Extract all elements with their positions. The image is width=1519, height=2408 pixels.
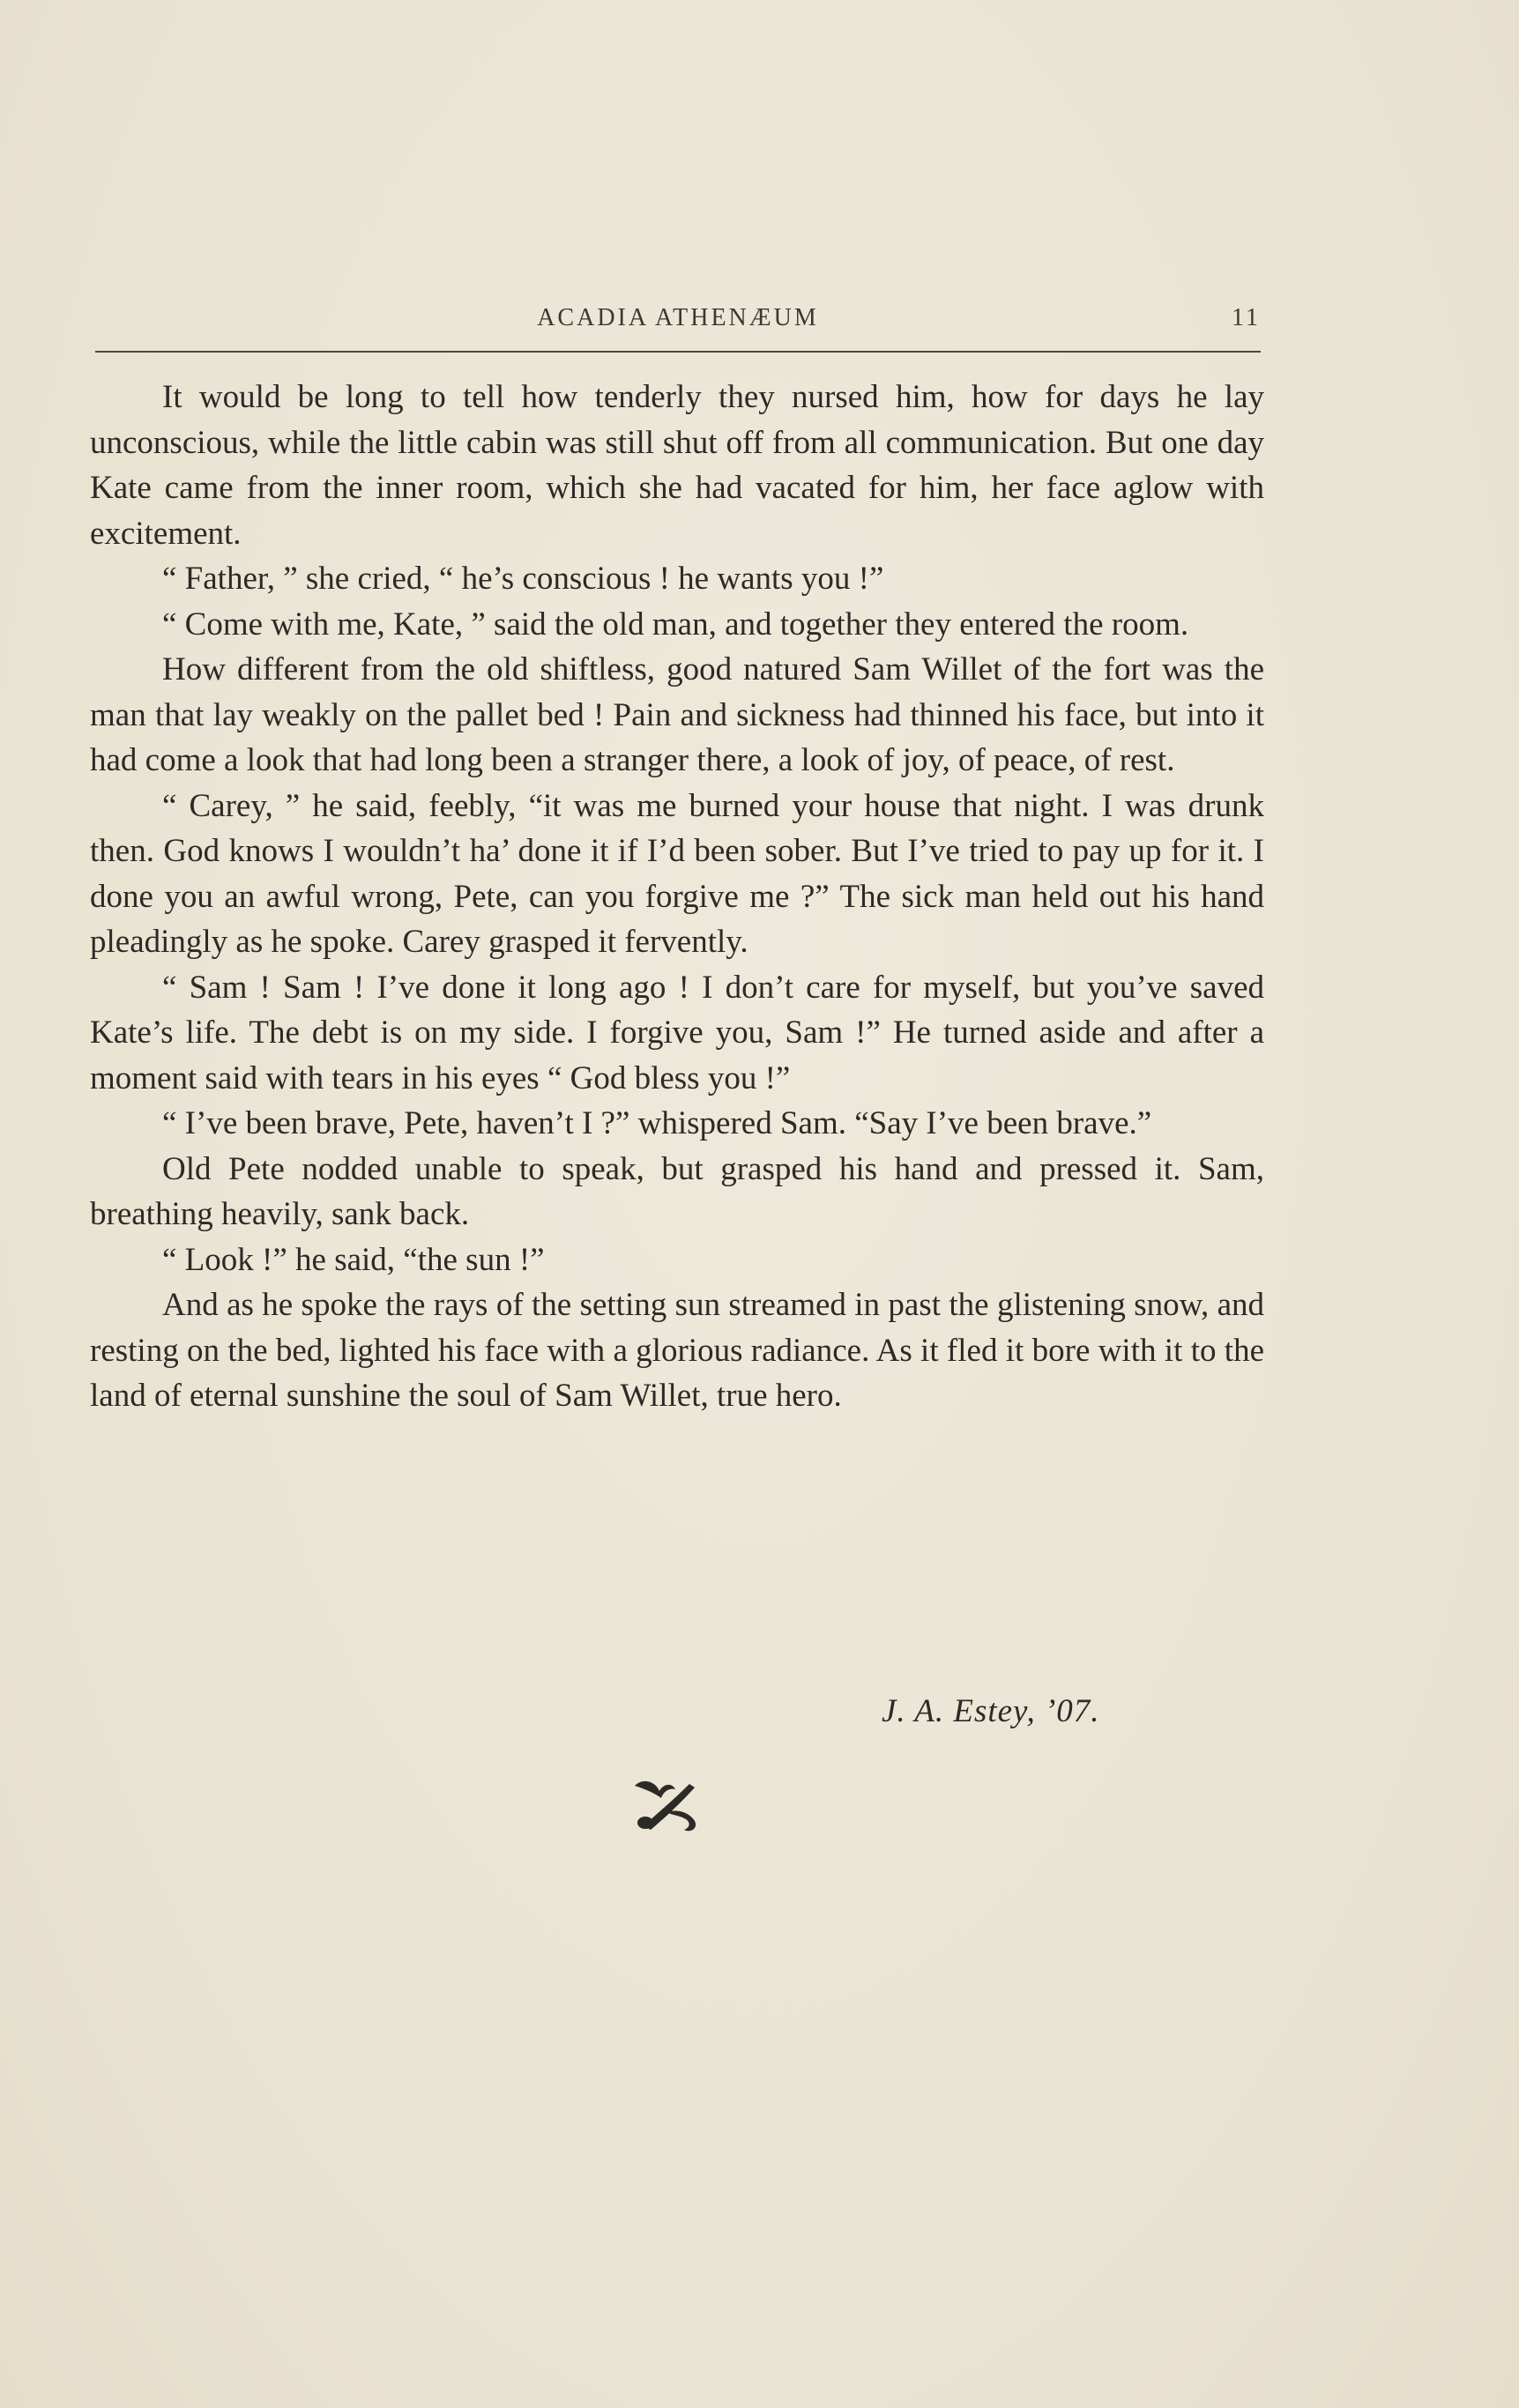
paragraph: “ Come with me, Kate, ” said the old man, and together they entered the room. xyxy=(162,606,1189,643)
paragraph: “ I’ve been brave, Pete, haven’t I ?” whispered Sam. “Say I’ve been brave.” xyxy=(162,1105,1152,1141)
paragraph: “ Sam ! Sam ! I’ve done it long ago ! I don’t care for myself, but you’ve saved Kate’s life. The debt is on my side. I forgive you, Sam !” He turned aside and after a moment said with tears in his eyes “ God bless you !” xyxy=(90,969,1264,1096)
paragraph: “ Father, ” she cried, “ he’s conscious ! he wants you !” xyxy=(162,561,884,597)
page-header xyxy=(95,304,1261,357)
header-rule xyxy=(95,351,1261,353)
paragraph: It would be long to tell how tenderly they nursed him, how for days he lay unconscious, while the little cabin was still shut off from all communication. But one day Kate came from the inner room, which she had vacated for him, her face aglow with excitement. xyxy=(90,379,1264,552)
author-signature: J. A. Estey, ’07. xyxy=(882,1693,1100,1729)
paragraph: “ Carey, ” he said, feebly, “it was me burned your house that night. I was drunk then. God knows I wouldn’t ha’ done it if I’d been sober. But I’ve tried to pay up for it. I done you an awful wrong, Pete, can you forgive me ?” The sick man held out his hand pleadingly as he spoke. Carey grasped it fervently. xyxy=(90,787,1264,960)
paragraph: And as he spoke the rays of the setting sun streamed in past the glistening snow, and resting on the bed, lighted his face with a glorious radiance. As it fled it bore with it to the land of eternal sunshine the soul of Sam Willet, true hero. xyxy=(90,1287,1264,1414)
running-head: ACADIA ATHENÆUM xyxy=(537,304,819,331)
fleuron-ornament-icon xyxy=(628,1773,707,1835)
page-number: 11 xyxy=(1232,304,1261,331)
paragraph: How different from the old shiftless, good natured Sam Willet of the fort was the man that lay weakly on the pallet bed ! Pain and sickness had thinned his face, but into it had come a look that had long been a stranger there, a look of joy, of peace, of rest. xyxy=(90,651,1264,778)
paragraph: Old Pete nodded unable to speak, but grasped his hand and pressed it. Sam, breathing heavily, sank back. xyxy=(90,1150,1264,1232)
paragraph: “ Look !” he said, “the sun !” xyxy=(162,1241,545,1278)
article-body xyxy=(90,375,1264,1419)
